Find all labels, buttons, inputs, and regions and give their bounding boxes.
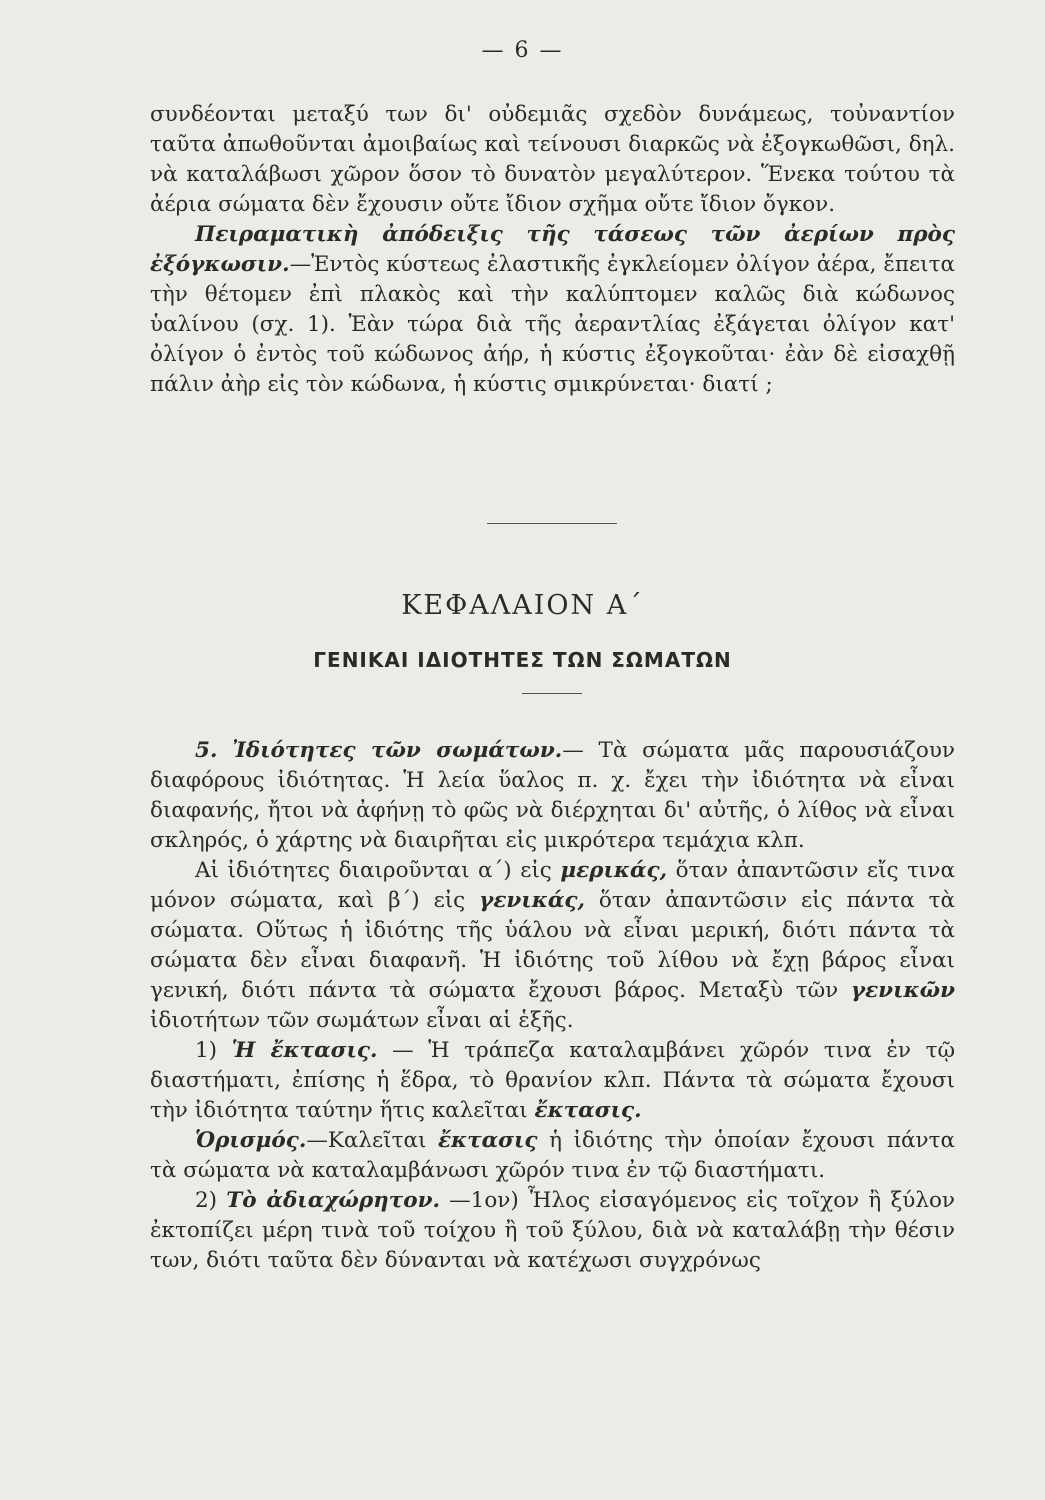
division-paragraph: [150, 856, 955, 1036]
main-block: [150, 736, 955, 1276]
item-2-text: —1ον) Ἧλος εἰσαγόμενος εἰς τοῖχον ἢ ξύλον ἐκτοπίζει μέρη τινὰ τοῦ τοίχου ἢ τοῦ ξύλου, διὰ νὰ καταλάβῃ τὴν θέσιν των, διότι ταῦτα δὲν δύνανται νὰ κατέχωσι συγχρόνως: [150, 1188, 955, 1273]
item-2-number: 2): [195, 1188, 227, 1213]
item-1-text: — Ἡ τράπεζα καταλαμβάνει χῶρόν τινα ἐν τῷ διαστήματι, ἐπίσης ἡ ἕδρα, τὸ θρανίον κλπ. Πάντα τὰ σώματα ἔχουσι τὴν ἰδιότητα ταύτην ἥτις καλεῖται: [150, 1038, 955, 1123]
definition-paragraph: [150, 1126, 955, 1186]
term-extension: ἔκτασις.: [534, 1098, 642, 1123]
section-5-text: — Τὰ σώματα μᾶς παρουσιάζουν διαφόρους ἰδιότητας. Ἡ λεία ὕαλος π. χ. ἔχει τὴν ἰδιότητα νὰ εἶναι διαφανής, ἤτοι νὰ ἀφήνῃ τὸ φῶς νὰ διέρχηται δι' αὐτῆς, ὁ λίθος νὰ εἶναι σκληρός, ὁ χάρτης νὰ διαιρῆται εἰς μικρότερα τεμάχια κλπ.: [150, 738, 955, 853]
definition-text-a: —Καλεῖται: [306, 1128, 438, 1153]
intro-block: [150, 100, 955, 400]
intro-paragraph-2: [150, 220, 955, 400]
division-text-c: ὅταν ἀπαντῶσιν εἰς πάντα τὰ σώματα. Οὕτως ἡ ἰδιότης τῆς ὑάλου νὰ εἶναι μερική, διότι πάντα τὰ σώματα δὲν εἶναι διαφανῆ. Ἡ ἰδιότης τοῦ λίθου νὰ ἔχῃ βάρος εἶναι γενική, διότι πάντα τὰ σώματα ἔχουσι βάρος. Μεταξὺ τῶν: [150, 888, 956, 1003]
division-text-a: Αἱ ἰδιότητες διαιροῦνται α΄) εἰς: [195, 858, 561, 883]
item-2-paragraph: [150, 1186, 955, 1276]
chapter-title: ΚΕΦΑΛΑΙΟΝ Α΄: [401, 590, 644, 621]
section-5-number: 5.: [195, 738, 218, 763]
experiment-heading: Πειραματικὴ ἀπόδειξις τῆς τάσεως τῶν ἀερίων πρὸς ἐξόγκωσιν.: [150, 222, 955, 277]
term-general: γενικάς,: [479, 888, 585, 913]
term-extension-2: ἔκτασις: [437, 1128, 538, 1153]
divider-top: [487, 523, 617, 524]
chapter-subtitle: ΓΕΝΙΚΑΙ ΙΔΙΟΤΗΤΕΣ ΤΩΝ ΣΩΜΑΤΩΝ: [313, 648, 732, 672]
item-1-number: 1): [195, 1038, 232, 1063]
division-text-b: ὅταν ἀπαντῶσιν εἴς τινα μόνον σώματα, καὶ β΄) εἰς: [150, 858, 955, 913]
section-5-heading: Ἰδιότητες τῶν σωμάτων.: [232, 738, 563, 763]
term-general-2: γενικῶν: [850, 978, 955, 1003]
experiment-text: —Ἐντὸς κύστεως ἐλαστικῆς ἐγκλείομεν ὀλίγον ἀέρα, ἔπειτα τὴν θέτομεν ἐπὶ πλακὸς καὶ τὴν καλύπτομεν καλῶς διὰ κώδωνος ὑαλίνου (σχ. 1). Ἐὰν τώρα διὰ τῆς ἀεραντλίας ἐξάγεται ὀλίγον κατ' ὀλίγον ὁ ἐντὸς τοῦ κώδωνος ἀήρ, ἡ κύστις ἐξογκοῦται· ἐὰν δὲ εἰσαχθῇ πάλιν ἀὴρ εἰς τὸν κώδωνα, ἡ κύστις σμικρύνεται· διατί ;: [150, 252, 955, 397]
divider-bottom: [522, 693, 582, 694]
definition-heading: Ὁρισμός.: [195, 1128, 307, 1153]
item-1-paragraph: [150, 1036, 955, 1126]
item-2-heading: Τὸ ἀδιαχώρητον.: [226, 1188, 440, 1213]
term-partial: μερικάς,: [560, 858, 668, 883]
intro-paragraph-1: συνδέονται μεταξύ των δι' οὐδεμιᾶς σχεδὸν δυνάμεως, τοὐναντίον ταῦτα ἀπωθοῦνται ἀμοιβαίως καὶ τείνουσι διαρκῶς νὰ ἐξογκωθῶσι, δηλ. νὰ καταλάβωσι χῶρον ὅσον τὸ δυνατὸν μεγαλύτερον. Ἕνεκα τούτου τὰ ἀέρια σώματα δὲν ἔχουσιν οὔτε ἴδιον σχῆμα οὔτε ἴδιον ὄγκον.: [150, 102, 955, 217]
section-5-paragraph: [150, 736, 955, 856]
definition-text-b: ἡ ἰδιότης τὴν ὁποίαν ἔχουσι πάντα τὰ σώματα νὰ καταλαμβάνωσι χῶρόν τινα ἐν τῷ διαστήματι.: [150, 1128, 955, 1183]
division-text-d: ἰδιοτήτων τῶν σωμάτων εἶναι αἱ ἑξῆς.: [150, 1008, 574, 1033]
page-number: — 6 —: [481, 38, 564, 63]
item-1-heading: Ἡ ἔκτασις.: [231, 1038, 378, 1063]
